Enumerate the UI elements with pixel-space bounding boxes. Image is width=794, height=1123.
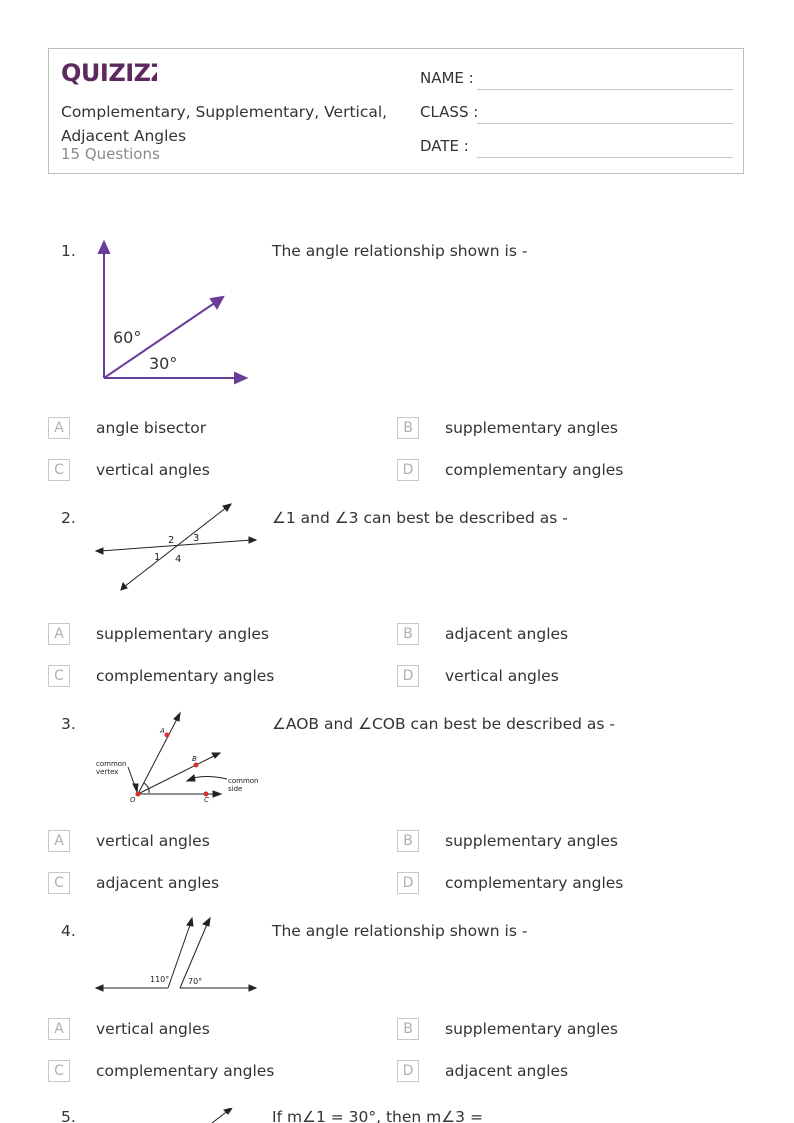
option-letter: D <box>397 665 419 687</box>
option-text: adjacent angles <box>445 625 569 643</box>
question-1-figure <box>92 238 262 392</box>
question-number: 2. <box>61 509 76 527</box>
option-text: complementary angles <box>96 667 275 685</box>
point-label-a: A <box>160 727 165 735</box>
question-text: The angle relationship shown is - <box>272 242 528 260</box>
angle-label-110: 110° <box>150 975 170 984</box>
name-label: NAME : <box>420 69 474 87</box>
question-count: 15 Questions <box>61 145 160 163</box>
class-field[interactable] <box>420 103 734 125</box>
option-text: complementary angles <box>96 1062 275 1080</box>
quizizz-logo <box>61 58 157 92</box>
common-side-label-1: common <box>228 777 259 785</box>
option-letter: D <box>397 459 419 481</box>
option-letter: A <box>48 1018 70 1040</box>
option-text: vertical angles <box>445 667 559 685</box>
option-text: vertical angles <box>96 832 210 850</box>
angle-label-2: 2 <box>168 535 175 546</box>
option-letter: D <box>397 1060 419 1082</box>
option-text: angle bisector <box>96 419 207 437</box>
question-number: 4. <box>61 922 76 940</box>
angle-label-30: 30° <box>149 354 178 373</box>
option-letter: A <box>48 417 70 439</box>
option-text: supplementary angles <box>445 832 619 850</box>
option-text: adjacent angles <box>96 874 220 892</box>
name-field[interactable] <box>420 69 734 91</box>
option-letter: C <box>48 459 70 481</box>
common-side-label-2: side <box>228 785 243 793</box>
angle-label-1: 1 <box>154 552 161 563</box>
option-letter: B <box>397 417 419 439</box>
angle-label-4: 4 <box>175 554 182 565</box>
question-text: ∠AOB and ∠COB can best be described as - <box>272 715 615 733</box>
option-text: complementary angles <box>445 461 624 479</box>
class-line[interactable] <box>477 123 733 124</box>
question-5 <box>0 1108 794 1123</box>
option-text: vertical angles <box>96 461 210 479</box>
question-2-figure <box>92 503 262 603</box>
worksheet-header <box>48 48 744 174</box>
question-number: 3. <box>61 715 76 733</box>
option-text: supplementary angles <box>445 419 619 437</box>
angle-label-3: 3 <box>193 533 200 544</box>
option-letter: C <box>48 665 70 687</box>
option-letter: A <box>48 623 70 645</box>
option-letter: D <box>397 872 419 894</box>
point-label-c: C <box>204 796 209 804</box>
question-number: 5. <box>61 1108 76 1123</box>
worksheet-title: Complementary, Supplementary, Vertical, Adjacent Angles <box>61 103 388 145</box>
logo-text: QUIZIZZ <box>61 59 157 87</box>
question-text: If m∠1 = 30°, then m∠3 = <box>272 1108 483 1123</box>
option-text: complementary angles <box>445 874 624 892</box>
option-letter: B <box>397 623 419 645</box>
point-label-b: B <box>192 755 197 763</box>
option-text: vertical angles <box>96 1020 210 1038</box>
class-label: CLASS : <box>420 103 479 121</box>
question-3-figure <box>92 711 264 815</box>
date-line[interactable] <box>477 157 733 158</box>
option-letter: A <box>48 830 70 852</box>
question-5-figure <box>92 1108 262 1123</box>
option-text: adjacent angles <box>445 1062 569 1080</box>
question-text: ∠1 and ∠3 can best be described as - <box>272 509 568 527</box>
date-label: DATE : <box>420 137 469 155</box>
option-text: supplementary angles <box>96 625 270 643</box>
point-label-o: O <box>130 796 136 804</box>
question-text: The angle relationship shown is - <box>272 922 528 940</box>
common-vertex-label-2: vertex <box>96 768 119 776</box>
question-number: 1. <box>61 242 76 260</box>
angle-label-70: 70° <box>188 977 203 986</box>
option-letter: B <box>397 830 419 852</box>
name-line[interactable] <box>477 89 733 90</box>
date-field[interactable] <box>420 137 734 159</box>
angle-label-60: 60° <box>113 328 142 347</box>
option-letter: B <box>397 1018 419 1040</box>
option-letter: C <box>48 1060 70 1082</box>
common-vertex-label-1: common <box>96 760 127 768</box>
question-4-figure <box>92 916 262 1000</box>
option-letter: C <box>48 872 70 894</box>
option-text: supplementary angles <box>445 1020 619 1038</box>
